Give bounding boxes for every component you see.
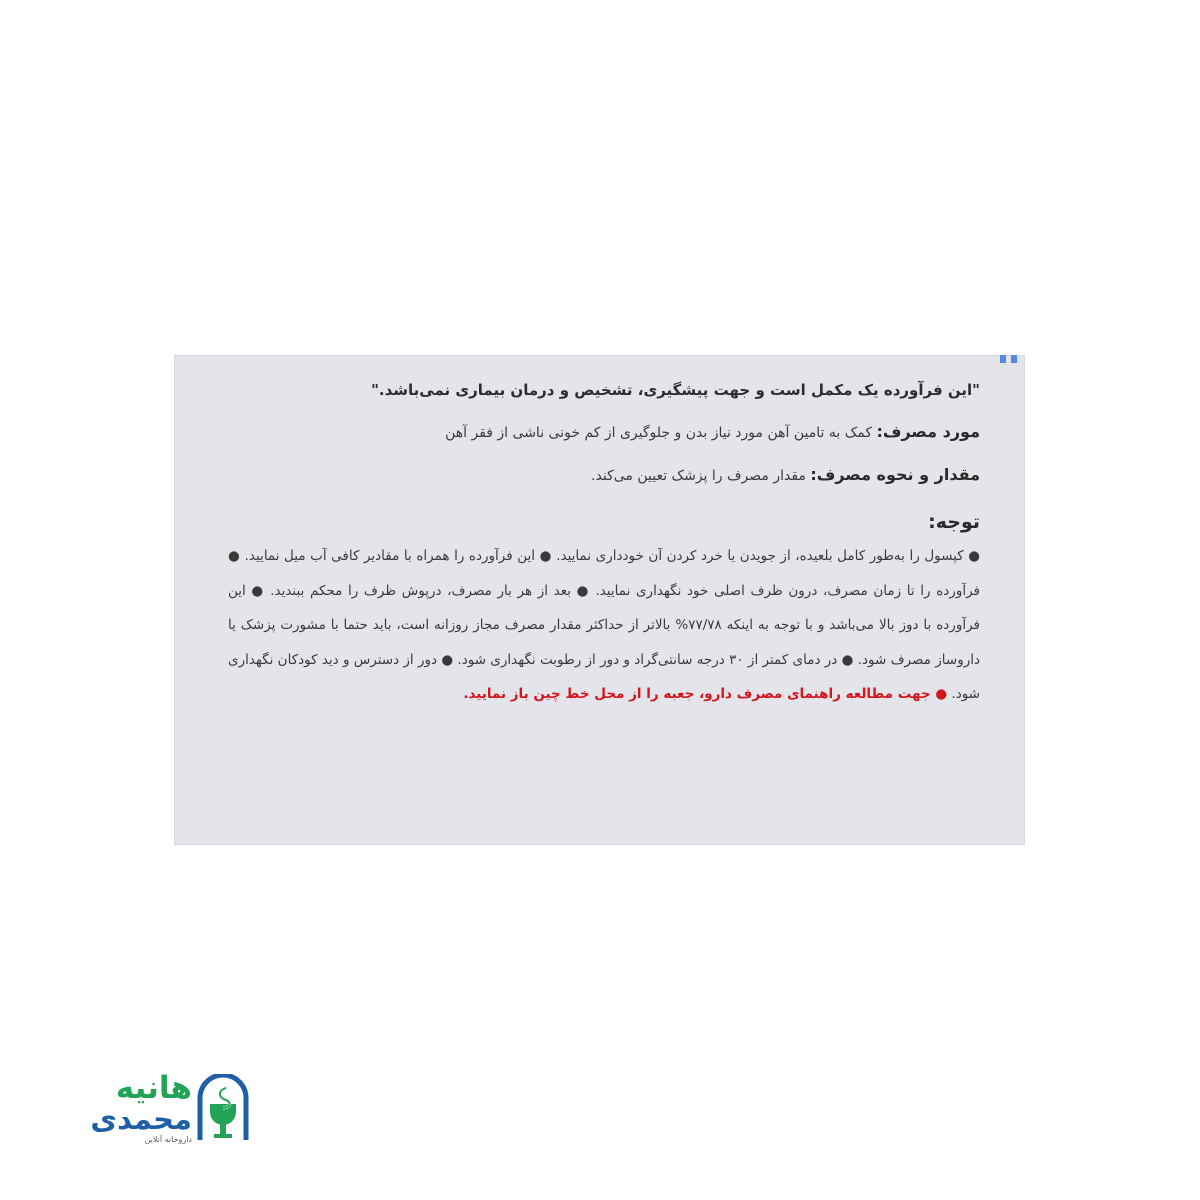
- disclaimer: "این فرآورده یک مکمل است و جهت پیشگیری، تشخیص و درمان بیماری نمی‌باشد.": [371, 381, 980, 399]
- logo-name-line1: هانیه: [115, 1070, 192, 1106]
- corner-mark: [1011, 355, 1017, 363]
- pharmacy-logo[interactable]: [60, 1072, 250, 1142]
- usage-label: مورد مصرف:: [876, 422, 980, 441]
- corner-mark: [1000, 355, 1006, 363]
- usage-row: [228, 417, 980, 448]
- leaflet-text: [228, 373, 980, 712]
- logo-tagline: داروخانه آنلاین: [144, 1135, 192, 1144]
- corner-marks: [1000, 355, 1017, 363]
- notes-text: ● کپسول را به‌طور کامل بلعیده، از جویدن یا خرد کردن آن خودداری نمایید. ● این فرآورده را همراه با مقادیر کافی آب میل نمایید. ● فرآورده را تا زمان مصرف، درون ظرف اصلی خود نگهداری نمایید. ● بعد از هر بار مصرف، درپوش ظرف را محکم ببندید. ● این فرآورده با دوز بالا می‌باشد و با توجه به اینکه ۷۷/۷۸% بالاتر از حداکثر مقدار مصرف مجاز روزانه است، باید حتما با مشورت پزشک یا داروساز مصرف شود. ● در دمای کمتر از ۳۰ درجه سانتی‌گراد و دور از رطوبت نگهداری شود. ● دور از دسترس و دید کودکان نگهداری شود.: [228, 548, 980, 702]
- dosage-row: [228, 460, 980, 491]
- dosage-text: مقدار مصرف را پزشک تعیین می‌کند.: [591, 468, 811, 484]
- leaflet-card: [174, 355, 1025, 845]
- dosage-label: مقدار و نحوه مصرف:: [810, 465, 980, 484]
- pharmacy-emblem-icon: [196, 1074, 250, 1142]
- logo-name-line2: محمدی: [90, 1102, 192, 1136]
- notes-title: توجه:: [928, 511, 980, 533]
- usage-text: کمک به تامین آهن مورد نیاز بدن و جلوگیری از کم خونی ناشی از فقر آهن: [445, 425, 877, 441]
- notes-paragraph: [228, 539, 980, 712]
- notes-warning: ● جهت مطالعه راهنمای مصرف دارو، جعبه را از محل خط چین باز نمایید.: [463, 686, 948, 702]
- logo-text: [90, 1072, 192, 1145]
